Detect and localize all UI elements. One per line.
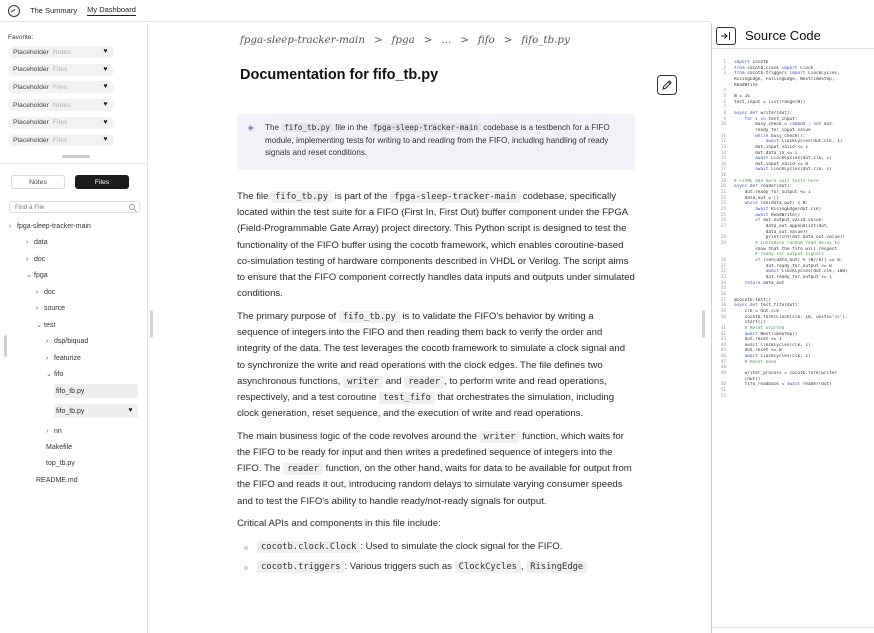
code-text: async def writer(dut): bbox=[734, 110, 793, 116]
code-text: data_out = [] bbox=[734, 195, 779, 201]
code-text: while len(data_out) < N: bbox=[744, 201, 809, 207]
code-text: await ClockCycles(dut.clk, 100) bbox=[765, 269, 848, 275]
code-text: return data_out bbox=[744, 280, 785, 286]
inline-code: fpga-sleep-tracker-main bbox=[370, 123, 481, 132]
line-number: 33 bbox=[720, 274, 726, 280]
code-text: dut.input_valid <= 0 bbox=[734, 161, 809, 167]
heart-icon[interactable]: ♥ bbox=[103, 65, 108, 73]
tree-label: dsp/biquad bbox=[54, 337, 89, 345]
line-number: 14 bbox=[720, 150, 726, 156]
code-text: cocotb.fork(Clock(clk, 10, units="ns"). bbox=[734, 314, 848, 320]
inline-code: reader bbox=[283, 463, 323, 475]
code-text: dut.ready_for_output <= 1 bbox=[734, 190, 811, 196]
code-text: RisingEdge, FallingEdge, NextTimeStep, bbox=[734, 76, 835, 82]
inline-code: ClockCycles bbox=[455, 561, 521, 573]
inline-code: writer bbox=[480, 431, 520, 443]
line-number: 24 bbox=[720, 207, 726, 213]
tree-label: doc bbox=[44, 288, 56, 296]
inline-code: cocotb.triggers bbox=[257, 561, 344, 573]
main-content bbox=[149, 23, 710, 633]
tree-label: README.md bbox=[36, 476, 78, 484]
line-number: 7 bbox=[723, 105, 726, 111]
tree-folder[interactable] bbox=[36, 285, 55, 299]
code-text: # Reset Started bbox=[734, 325, 785, 331]
nav-the-summary[interactable]: The Summary bbox=[30, 6, 78, 15]
code-text: while busy_check(): bbox=[755, 133, 806, 139]
chevron-right-icon[interactable]: › bbox=[46, 427, 49, 435]
line-number: 32 bbox=[720, 269, 726, 275]
line-number: 37 bbox=[720, 297, 726, 303]
code-text: async def reader(dut): bbox=[734, 184, 793, 190]
edit-button[interactable] bbox=[657, 75, 677, 95]
line-number: 29 bbox=[720, 241, 726, 246]
line-number: 28 bbox=[720, 235, 726, 241]
tree-label: fpga bbox=[34, 271, 48, 279]
code-text: # FIXME add more unit tests here bbox=[734, 178, 819, 184]
sidebar-scrollbar[interactable] bbox=[4, 335, 7, 357]
favorite-item[interactable] bbox=[8, 99, 114, 111]
breadcrumb-separator: > bbox=[460, 34, 469, 46]
line-number: 18 bbox=[720, 173, 726, 179]
code-text: if dut.output_valid.value: bbox=[755, 218, 824, 224]
tree-label: test bbox=[44, 321, 56, 329]
top-nav bbox=[0, 0, 148, 22]
favorite-type: Files bbox=[52, 83, 68, 91]
line-number: 6 bbox=[723, 99, 726, 105]
code-text: dut.reset <= 0 bbox=[734, 348, 782, 354]
files-toggle-button[interactable]: Files bbox=[75, 175, 129, 189]
favorite-name: Placeholder bbox=[13, 136, 49, 144]
summary-text: codebase is a testbench for a FIFO module, implementing tests for writing to and reading from the FIFO, including handling of ready signals and reset conditions. bbox=[265, 123, 610, 157]
tree-file[interactable] bbox=[54, 404, 138, 418]
page-title: Documentation for fifo_tb.py bbox=[240, 67, 439, 83]
line-number: 48 bbox=[720, 365, 726, 371]
code-line bbox=[714, 394, 873, 400]
tree-folder[interactable] bbox=[46, 424, 62, 438]
breadcrumb-item[interactable]: fifo bbox=[477, 34, 495, 46]
favorite-name: Placeholder bbox=[13, 119, 49, 127]
code-text: test_input = list(range(N)) bbox=[734, 99, 806, 105]
top-bar-spacer bbox=[148, 0, 711, 22]
line-number: 11 bbox=[720, 133, 726, 139]
source-code-title: Source Code bbox=[745, 28, 821, 43]
favorite-item[interactable] bbox=[8, 64, 114, 76]
code-text: dut.ready_for_output <= 0 bbox=[734, 263, 832, 269]
line-number: 2 bbox=[723, 65, 726, 71]
line-number: 19 bbox=[720, 178, 726, 184]
code-text: ready_for_input.value bbox=[734, 127, 811, 133]
notes-toggle-button[interactable]: Notes bbox=[11, 175, 65, 189]
chevron-right-icon[interactable]: › bbox=[9, 222, 12, 230]
line-number: 51 bbox=[720, 388, 726, 394]
breadcrumb bbox=[240, 34, 570, 46]
tree-file[interactable] bbox=[46, 456, 75, 470]
tree-folder[interactable] bbox=[36, 301, 65, 315]
tree-label: doc bbox=[34, 255, 46, 263]
list-item: cocotb.triggers : Various triggers such as ClockCycles , RisingEdge bbox=[237, 559, 635, 575]
tree-folder[interactable] bbox=[46, 334, 88, 348]
code-text: from cocotb.clock import Clock bbox=[734, 65, 814, 71]
source-code-panel bbox=[711, 23, 874, 633]
line-number: 38 bbox=[720, 303, 726, 309]
line-number: 21 bbox=[720, 190, 726, 196]
tree-folder[interactable] bbox=[26, 252, 45, 266]
app-logo-icon[interactable] bbox=[8, 5, 20, 17]
code-text: @cocotb.test() bbox=[734, 297, 772, 303]
line-number: 47 bbox=[720, 359, 726, 365]
sidebar bbox=[0, 23, 148, 633]
line-number: 12 bbox=[720, 139, 726, 145]
sparkle-icon: ✦ bbox=[246, 123, 256, 135]
code-text: data_out.append(int(dut. bbox=[734, 224, 830, 230]
chevron-right-icon[interactable]: › bbox=[26, 255, 29, 263]
line-number: 52 bbox=[720, 393, 726, 399]
line-number: 46 bbox=[720, 354, 726, 360]
code-text: dut.reset <= 1 bbox=[734, 337, 782, 343]
line-number: 30 bbox=[720, 257, 726, 263]
inline-code: RisingEdge bbox=[526, 561, 587, 573]
breadcrumb-item[interactable]: ... bbox=[441, 34, 452, 46]
favorite-item[interactable] bbox=[8, 81, 114, 93]
tree-folder[interactable] bbox=[9, 219, 91, 233]
code-text: await ReadWrite() bbox=[755, 212, 801, 218]
tree-folder[interactable] bbox=[26, 268, 48, 282]
line-number: 36 bbox=[720, 291, 726, 297]
favorite-item[interactable] bbox=[8, 134, 114, 146]
code-text: await ClockCycles(clk, 1) bbox=[744, 354, 811, 360]
chevron-down-icon[interactable]: ⌄ bbox=[26, 272, 32, 279]
line-number: 13 bbox=[720, 144, 726, 150]
chevron-right-icon[interactable]: › bbox=[46, 337, 49, 345]
breadcrumb-item[interactable]: fpga bbox=[391, 34, 415, 46]
code-text: dut.input_valid <= 1 bbox=[734, 144, 809, 150]
code-text: show that the fifo will respect bbox=[734, 246, 838, 252]
favorite-name: Placeholder bbox=[13, 101, 49, 109]
documentation-body bbox=[237, 189, 635, 579]
sidebar-resize-handle[interactable] bbox=[62, 155, 90, 158]
tree-label: nn bbox=[54, 427, 62, 435]
summary-text: The bbox=[265, 123, 282, 132]
nav-my-dashboard[interactable]: My Dashboard bbox=[87, 5, 136, 14]
heart-icon[interactable]: ♥ bbox=[103, 136, 108, 144]
notes-files-toggle bbox=[11, 175, 129, 189]
line-number: 23 bbox=[720, 201, 726, 207]
inline-code: cocotb.clock.Clock bbox=[257, 541, 360, 553]
tree-folder[interactable] bbox=[36, 318, 55, 332]
code-text: fifo_readback = await reader(dut) bbox=[734, 382, 832, 388]
chevron-right-icon[interactable]: › bbox=[46, 354, 49, 362]
tree-label: fifo bbox=[54, 370, 64, 378]
search-icon[interactable] bbox=[129, 204, 135, 210]
code-text: await ClockCycles(dut.clk, 1) bbox=[765, 139, 843, 145]
tree-file[interactable] bbox=[54, 384, 138, 398]
favorite-type: Files bbox=[52, 136, 68, 144]
chevron-down-icon[interactable]: ⌄ bbox=[36, 322, 42, 329]
code-text: N = 16 bbox=[734, 93, 750, 99]
chevron-down-icon[interactable]: ⌄ bbox=[46, 371, 52, 378]
tree-label: top_tb.py bbox=[46, 459, 75, 467]
code-text: dut.ready_for_output <= 1 bbox=[734, 274, 832, 280]
code-text: await ClockCycles(clk, 1) bbox=[744, 342, 811, 348]
inline-code: test_fifo bbox=[379, 392, 435, 404]
line-number: 25 bbox=[720, 212, 726, 218]
favorite-type: Notes bbox=[52, 48, 71, 56]
code-text: ReadWrite bbox=[734, 82, 758, 88]
line-number: 20 bbox=[720, 184, 726, 190]
tree-label: featurize bbox=[54, 354, 81, 362]
code-text: data_out.value)) bbox=[734, 229, 809, 235]
paragraph: Critical APIs and components in this file include: bbox=[237, 518, 441, 530]
code-text: # Reset Done bbox=[734, 359, 777, 365]
tree-label: fpga-sleep-tracker-main bbox=[17, 222, 91, 230]
code-text: (dut)) bbox=[734, 376, 761, 382]
chevron-right-icon[interactable]: › bbox=[26, 238, 29, 246]
code-text: await RisingEdge(dut.clk) bbox=[755, 207, 822, 213]
line-number: 45 bbox=[720, 348, 726, 354]
summary-text: file in the bbox=[332, 123, 370, 132]
chevron-right-icon[interactable]: › bbox=[36, 304, 39, 312]
line-number: 42 bbox=[720, 331, 726, 337]
code-text: for i in test_input: bbox=[744, 116, 798, 122]
code-text: clk = dut.clk bbox=[734, 308, 779, 314]
favorite-name: Placeholder bbox=[13, 83, 49, 91]
favorite-list bbox=[8, 46, 114, 152]
inline-code: writer bbox=[343, 376, 383, 388]
tree-folder[interactable] bbox=[46, 367, 63, 381]
line-number: 50 bbox=[720, 382, 726, 388]
tree-label: fifo_tb.py bbox=[56, 387, 85, 395]
code-text: writer_process = cocotb.fork(writer bbox=[734, 371, 838, 377]
favorite-type: Files bbox=[52, 119, 68, 127]
pencil-icon bbox=[661, 79, 673, 91]
code-text: await ClockCycles(dut.clk, 1) bbox=[755, 167, 832, 173]
code-text: print(int(dut.data_out.value)) bbox=[734, 235, 846, 241]
heart-icon[interactable]: ♥ bbox=[103, 118, 108, 126]
tree-file[interactable] bbox=[46, 440, 72, 454]
code-text: await NextTimeStep() bbox=[744, 331, 798, 337]
breadcrumb-separator: > bbox=[503, 34, 513, 46]
line-number: 1 bbox=[723, 60, 726, 65]
paragraph: The file fifo_tb.py is part of the fpga-sleep-tracker-main codebase, specifically located within the test suite for a FIFO (First In, First Out) buffer component under the FPGA (Field-Programmable Gate Array) project directory. This Python script is designed to test the functionality of the FIFO buffer using the cocotb framework, which enables coroutine-based co-simulation testing of hardware components described in VHDL or Verilog. The script aims to ensure that the FIFO component correctly handles data inputs and outputs under simulated conditions. bbox=[237, 191, 635, 300]
breadcrumb-item[interactable]: fifo_tb.py bbox=[521, 34, 570, 46]
line-number: 10 bbox=[720, 122, 726, 128]
line-number: 4 bbox=[723, 88, 726, 94]
ai-summary-box bbox=[237, 114, 635, 170]
code-text: dut.data_in <= i bbox=[734, 150, 798, 156]
chevron-right-icon[interactable]: › bbox=[36, 288, 39, 296]
line-number: 8 bbox=[723, 110, 726, 116]
line-number: 35 bbox=[720, 286, 726, 292]
tree-label: Makefile bbox=[46, 443, 73, 451]
collapse-panel-button[interactable] bbox=[716, 27, 736, 45]
line-number: 9 bbox=[723, 116, 726, 122]
find-file-input[interactable] bbox=[15, 204, 115, 211]
divider bbox=[0, 163, 148, 164]
line-number: 3 bbox=[723, 71, 726, 77]
heart-icon[interactable]: ♥ bbox=[103, 83, 108, 91]
tree-label: source bbox=[44, 304, 66, 312]
inline-code: fpga-sleep-tracker-main bbox=[390, 191, 520, 203]
code-viewer[interactable] bbox=[712, 56, 874, 631]
line-number: 22 bbox=[720, 195, 726, 201]
tree-folder[interactable] bbox=[26, 235, 48, 249]
api-list bbox=[237, 539, 635, 575]
code-text: from cocotb.triggers import ClockCycles, bbox=[734, 71, 840, 77]
code-text: await ClockCycles(dut.clk, 1) bbox=[755, 156, 832, 162]
breadcrumb-separator: > bbox=[423, 34, 433, 46]
favorite-name: Placeholder bbox=[13, 48, 49, 56]
code-text: # ready for output signals bbox=[734, 252, 824, 258]
line-number: 17 bbox=[720, 167, 726, 173]
favorite-name: Placeholder bbox=[13, 66, 49, 74]
favorite-type: Notes bbox=[52, 101, 71, 109]
line-number: 5 bbox=[723, 93, 726, 99]
inline-code: reader bbox=[404, 376, 444, 388]
source-code-header bbox=[712, 23, 874, 49]
heart-icon[interactable]: ♥ bbox=[103, 48, 108, 55]
collapse-panel-icon bbox=[720, 31, 732, 41]
inline-code: fifo_tb.py bbox=[281, 123, 333, 132]
line-number: 16 bbox=[720, 161, 726, 167]
code-text: # Introduce random read delay to bbox=[734, 241, 840, 246]
heart-icon[interactable]: ♥ bbox=[103, 101, 108, 109]
line-number: 41 bbox=[720, 325, 726, 331]
tree-file[interactable] bbox=[36, 473, 78, 487]
favorite-label: Favorite: bbox=[8, 34, 34, 41]
heart-icon[interactable]: ♥ bbox=[128, 407, 133, 414]
favorite-type: Files bbox=[52, 66, 68, 74]
breadcrumb-separator: > bbox=[373, 34, 383, 46]
code-text: if (len(data_out) % (N//6)) == 0: bbox=[755, 257, 843, 263]
line-number: 34 bbox=[720, 280, 726, 286]
paragraph: The main business logic of the code revolves around the writer function, which waits for the FIFO to be ready for input and then writes a predefined sequence of integers into the FIFO. The reader function, on the other hand, waits for data to be available for output from the FIFO and reads it out, introducing random delays to simulate varying consumer speeds and to test the FIFO's ability to handle ready/not-ready signals for output. bbox=[237, 430, 632, 507]
line-number: 40 bbox=[720, 314, 726, 320]
find-file-box bbox=[9, 201, 140, 213]
breadcrumb-item[interactable]: fpga-sleep-tracker-main bbox=[240, 34, 365, 46]
horizontal-scrollbar[interactable] bbox=[712, 627, 874, 631]
tree-label: fifo_tb.py bbox=[56, 407, 85, 415]
inline-code: fifo_tb.py bbox=[339, 311, 400, 323]
tree-folder[interactable] bbox=[46, 351, 81, 365]
line-number: 49 bbox=[720, 371, 726, 377]
line-number: 44 bbox=[720, 342, 726, 348]
line-number: 31 bbox=[720, 263, 726, 269]
paragraph: The primary purpose of fifo_tb.py is to validate the FIFO's behavior by writing a sequence of integers into the FIFO and then reading them back to verify the order and integrity of the data. The test leverages the cocotb framework to simulate a clock signal and to synchronize the write and read operations with the clock edges. The file defines two asynchronous functions, writer and reader , to perform write and read operations, respectively, and a test coroutine test_fifo that orchestrates the simulation, including clock generation, reset sequence, and the execution of write and read operations. bbox=[237, 310, 626, 420]
line-number: 39 bbox=[720, 308, 726, 314]
favorite-item[interactable] bbox=[8, 117, 114, 129]
code-text: async def test_fifo(dut): bbox=[734, 303, 801, 309]
tree-label: data bbox=[34, 238, 48, 246]
favorite-item[interactable] bbox=[8, 46, 114, 58]
line-number: 26 bbox=[720, 218, 726, 224]
list-item: cocotb.clock.Clock : Used to simulate the clock signal for the FIFO. bbox=[237, 539, 635, 555]
code-text: start()) bbox=[734, 320, 766, 326]
inline-code: fifo_tb.py bbox=[271, 191, 332, 203]
line-number: 27 bbox=[720, 224, 726, 230]
line-number: 43 bbox=[720, 337, 726, 343]
code-text: busy_check = lambda : not dut. bbox=[734, 122, 835, 128]
line-number: 15 bbox=[720, 156, 726, 162]
code-text: import cocotb bbox=[734, 60, 769, 65]
